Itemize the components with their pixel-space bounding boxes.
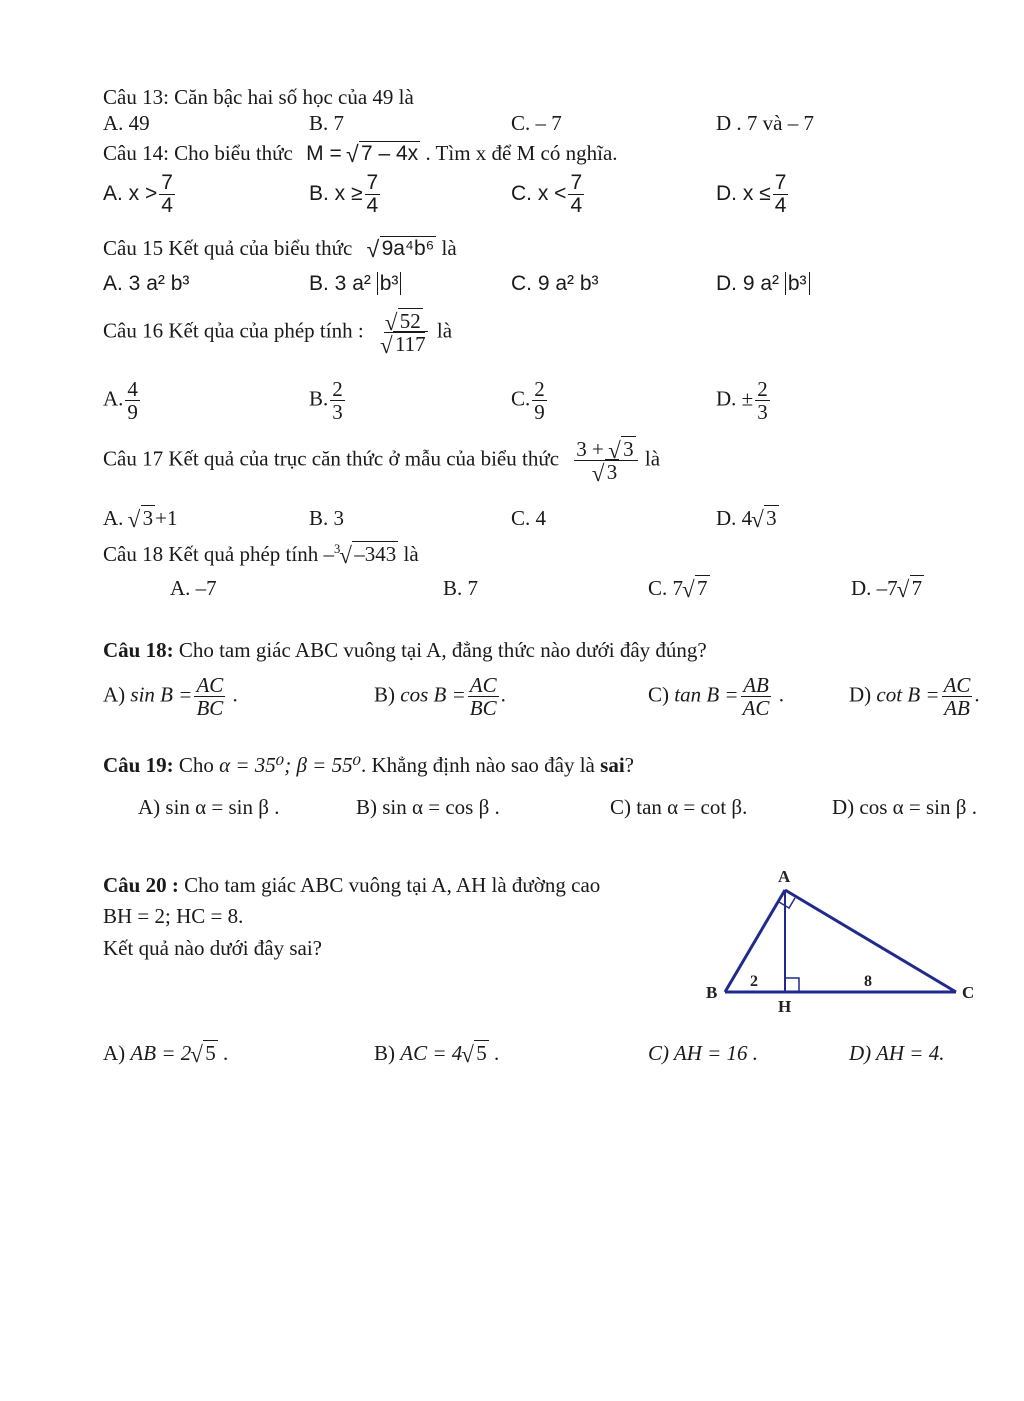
q19-option-c: C) tan α = cot β. <box>610 795 748 819</box>
right-angle-mark-a <box>779 898 795 908</box>
q18b-option-d: D) cot B = $\frac{AC}{AB}$ . <box>849 673 980 721</box>
label-bh: 2 <box>750 973 758 990</box>
q13-option-a: A. 49 <box>103 111 150 135</box>
q13-option-c: C. – 7 <box>511 111 562 135</box>
q13-option-b: B. 7 <box>309 111 345 135</box>
q15-stem: Câu 15 Kết quả của biểu thức √ 9a⁴b⁶ là <box>103 238 457 259</box>
q16-option-b: B. $\frac{2}{3}$ <box>309 377 343 425</box>
q17-option-d: D. 4√ 3 <box>716 508 779 529</box>
label-h: H <box>778 997 792 1016</box>
q14-option-c: C. x < $\frac{7}{4}$ <box>511 171 583 218</box>
q20-option-b: B) AC = 4√ 5 . <box>374 1043 499 1064</box>
q13-stem: Câu 13: Căn bậc hai số học của 49 là <box>103 85 414 109</box>
q18b-stem: Câu 18: Cho tam giác ABC vuông tại A, đẳng thức nào dưới đây đúng? <box>103 638 707 662</box>
q18b-option-b: B) cos B = $\frac{AC}{BC}$ . <box>374 673 506 721</box>
q18a-option-b: B. 7 <box>443 576 479 600</box>
q16-stem: Câu 16 Kết qủa của phép tính : √ 52 √ 117 là <box>103 310 452 355</box>
q13-option-d: D . 7 và – 7 <box>716 111 814 135</box>
q20-option-d: D) AH = 4. <box>849 1041 945 1065</box>
q17-option-c: C. 4 <box>511 506 547 530</box>
q18b-option-c: C) tan B = $\frac{AB}{AC}$ . <box>648 673 784 721</box>
q18a-option-a: A. –7 <box>170 576 217 600</box>
label-hc: 8 <box>864 973 872 990</box>
q14-option-a: A. x > $\frac{7}{4}$ <box>103 171 173 218</box>
q17-stem: Câu 17 Kết quả của trục căn thức ở mẫu của biểu thức 3 + √ 3 √ 3 là <box>103 438 660 483</box>
q15-option-a: A. 3 a² b³ <box>103 272 190 295</box>
label-c: C <box>962 983 975 1002</box>
q16-option-d: D. ± $\frac{2}{3}$ <box>716 377 768 425</box>
q20-stem: Câu 20 : Cho tam giác ABC vuông tại A, AH là đường cao <box>103 873 601 897</box>
q14-stem: Câu 14: Cho biểu thức M = √ 7 – 4x . Tìm x để M có nghĩa. <box>103 143 618 164</box>
q18b-option-a: A) sin B = $\frac{AC}{BC}$ . <box>103 673 238 721</box>
q14-option-b: B. x ≥ $\frac{7}{4}$ <box>309 171 379 218</box>
q15-option-c: C. 9 a² b³ <box>511 272 599 295</box>
q20-line3: Kết quả nào dưới đây sai? <box>103 936 323 960</box>
q18a-stem: Câu 18 Kết quả phép tính –$^3$√ –343 là <box>103 543 419 565</box>
q19-option-b: B) sin α = cos β . <box>356 795 500 819</box>
q15-option-d: D. 9 a² b³ <box>716 273 810 294</box>
label-a: A <box>778 867 791 886</box>
q20-option-c: C) AH = 16 . <box>648 1041 759 1065</box>
q19-option-a: A) sin α = sin β . <box>138 795 280 819</box>
q17-option-a: A. √ 3+1 <box>103 508 178 529</box>
q20-option-a: A) AB = 2√ 5 . <box>103 1043 228 1064</box>
right-triangle-figure <box>690 862 990 1022</box>
q16-option-c: C. $\frac{2}{9}$ <box>511 377 545 425</box>
q16-option-a: A. $\frac{4}{9}$ <box>103 377 138 425</box>
q18a-option-c: C. 7√ 7 <box>648 578 710 599</box>
right-angle-mark-h <box>785 978 799 992</box>
label-b: B <box>706 983 718 1002</box>
q14-option-d: D. x ≤ $\frac{7}{4}$ <box>716 171 787 218</box>
q19-stem: Câu 19: Cho α = 35⁰; β = 55⁰. Khẳng định nào sao đây là sai? <box>103 753 634 777</box>
q18a-option-d: D. –7√ 7 <box>851 578 924 599</box>
q20-line2: BH = 2; HC = 8. <box>103 904 244 928</box>
q17-option-b: B. 3 <box>309 506 345 530</box>
q19-option-d: D) cos α = sin β . <box>832 795 977 819</box>
q15-option-b: B. 3 a² b³ <box>309 273 401 294</box>
